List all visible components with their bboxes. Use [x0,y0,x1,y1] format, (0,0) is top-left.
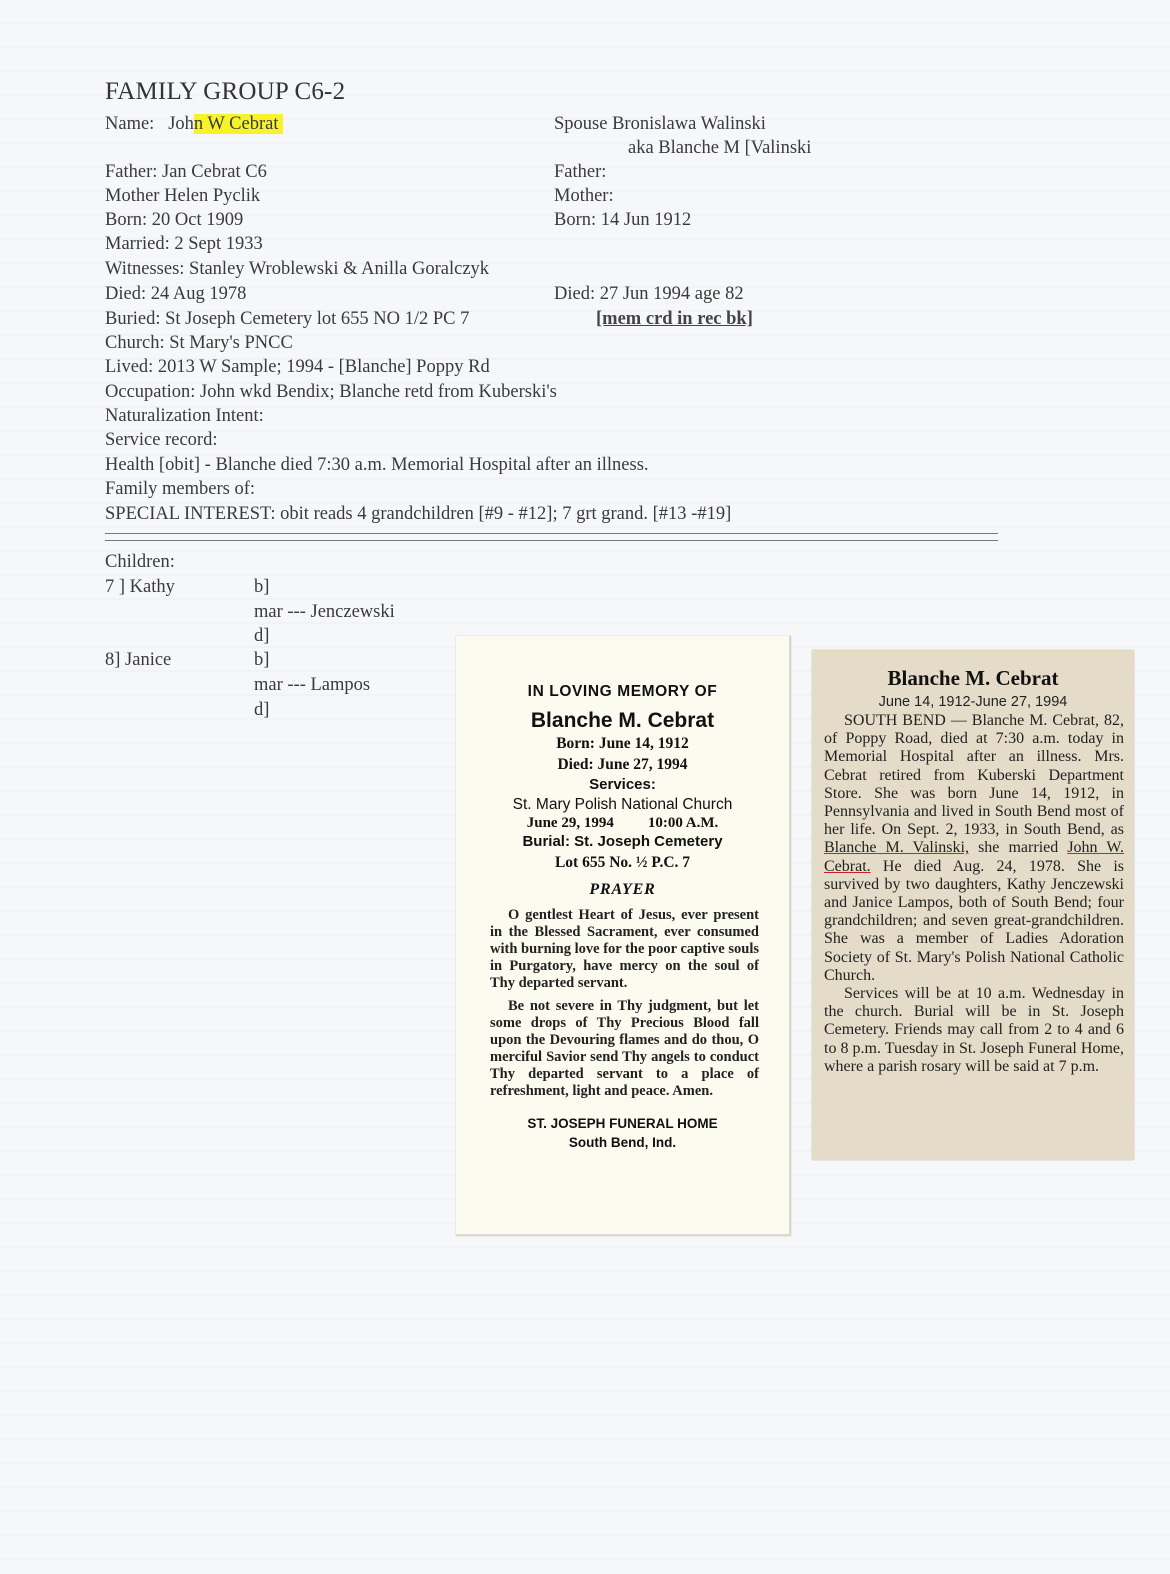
child-married: mar --- Jenczewski [254,602,395,622]
card-died: Died: June 27, 1994 [557,756,688,773]
naturalization-line: Naturalization Intent: [105,406,264,426]
occupation-line: Occupation: John wkd Bendix; Blanche retd from Kuberski's [105,382,557,402]
child-died: d] [254,700,270,720]
spouse-died-line: Died: 27 Jun 1994 age 82 [554,284,744,304]
born-line: Born: 20 Oct 1909 [105,210,244,230]
card-name: Blanche M. Cebrat [530,709,715,732]
child-died: d] [254,626,270,646]
obit-underlined-name: Blanche M. Valinski, [824,839,969,857]
card-service-date: June 29, 1994 [526,815,614,831]
children-label: Children: [105,552,175,572]
lived-line: Lived: 2013 W Sample; 1994 - [Blanche] Poppy Rd [105,357,490,377]
child-married: mar --- Lampos [254,675,371,695]
prayer-paragraph: Be not severe in Thy judgment, but let some drops of Thy Precious Blood fall upon the Devouring flames and do thou, O merciful Savior send Thy angels to conduct Thy departed servant to a place of refreshment, light and peace. Amen. [490,998,759,1099]
spouse-line: Spouse Bronislawa Walinski [554,114,766,134]
card-service-datetime [456,815,789,832]
obit-name: Blanche M. Cebrat [887,666,1059,690]
child-born: b] [254,577,270,597]
card-church: St. Mary Polish National Church [512,796,733,813]
service-line: Service record: [105,430,218,450]
card-born: Born: June 14, 1912 [556,735,689,752]
card-services-label: Services: [589,776,656,793]
obit-text: SOUTH BEND — Blanche M. Cebrat, 82, of Poppy Road, died at 7:30 a.m. today in Memorial Hospital after an illness. Mrs. Cebrat retired from Kuberski Department Store. She was born June 14, 1912, in Pennsylvania and lived in South Bend most of her life. On Sept. 2, 1933, in South Bend, as [824,712,1124,839]
obit-text: He died Aug. 24, 1978. She is survived by two daughters, Kathy Jenczewski and Janice Lampos, both of South Bend; four grandchildren; and seven great-grandchildren. She was a member of Ladies Adoration Society of St. Mary's Polish National Catholic Church. [824,857,1124,984]
card-funeral-home: ST. JOSEPH FUNERAL HOME [527,1116,718,1131]
memorial-card [456,636,791,1236]
card-lot: Lot 655 No. ½ P.C. 7 [554,854,691,871]
name-line [105,114,283,135]
card-city: South Bend, Ind. [568,1135,677,1150]
card-prayer-title: PRAYER [589,881,656,898]
father-line: Father: Jan Cebrat C6 [105,162,267,182]
obit-paragraph: Services will be at 10 a.m. Wednesday in the church. Burial will be in St. Joseph Cemetery. Friends may call from 2 to 4 and 6 to 8 p.m. Tuesday in St. Joseph Funeral Home, where a parish rosary will be said at 7 p.m. [824,985,1124,1075]
family-line: Family members of: [105,479,256,499]
card-prayer [490,907,759,1100]
name-label: Name: [105,114,155,134]
spouse-born-line: Born: 14 Jun 1912 [554,210,692,230]
witnesses-line: Witnesses: Stanley Wroblewski & Anilla Goralczyk [105,259,490,279]
mother-line: Mother Helen Pyclik [105,186,261,206]
child-name: 8] Janice [105,650,172,670]
child-name: 7 ] Kathy [105,577,175,597]
name-prefix: Joh [168,114,194,134]
health-line: Health [obit] - Blanche died 7:30 a.m. Memorial Hospital after an illness. [105,455,649,475]
obit-body [824,712,1124,1076]
spouse-mother-line: Mother: [554,186,614,206]
obit-paragraph [824,712,1124,985]
church-line: Church: St Mary's PNCC [105,333,293,353]
married-line: Married: 2 Sept 1933 [105,234,263,254]
special-interest-line: SPECIAL INTEREST: obit reads 4 grandchildren [#9 - #12]; 7 grt grand. [#13 -#19] [105,504,732,524]
obit-underlined-name: John W. Cebrat. [824,839,1124,875]
obit-dates: June 14, 1912-June 27, 1994 [878,694,1068,710]
spouse-father-line: Father: [554,162,607,182]
card-burial: Burial: St. Joseph Cemetery [522,833,723,850]
died-line: Died: 24 Aug 1978 [105,284,247,304]
child-born: b] [254,650,270,670]
aka-line: aka Blanche M [Valinski [628,138,812,158]
card-heading: IN LOVING MEMORY OF [527,683,718,700]
buried-line: Buried: St Joseph Cemetery lot 655 NO 1/2 PC 7 [105,309,470,329]
name-highlight: n W Cebrat [194,114,283,134]
obit-text: she married [968,839,1068,857]
page-title: FAMILY GROUP C6-2 [105,78,346,105]
section-divider [105,533,998,541]
card-service-time: 10:00 A.M. [647,815,719,831]
prayer-paragraph: O gentlest Heart of Jesus, ever present in the Blessed Sacrament, ever consumed with burning love for the poor captive souls in Purgatory, have mercy on the soul of Thy departed servant. [490,907,759,991]
obituary-clipping [812,650,1134,1160]
memorial-card-note: [mem crd in rec bk] [596,309,753,329]
